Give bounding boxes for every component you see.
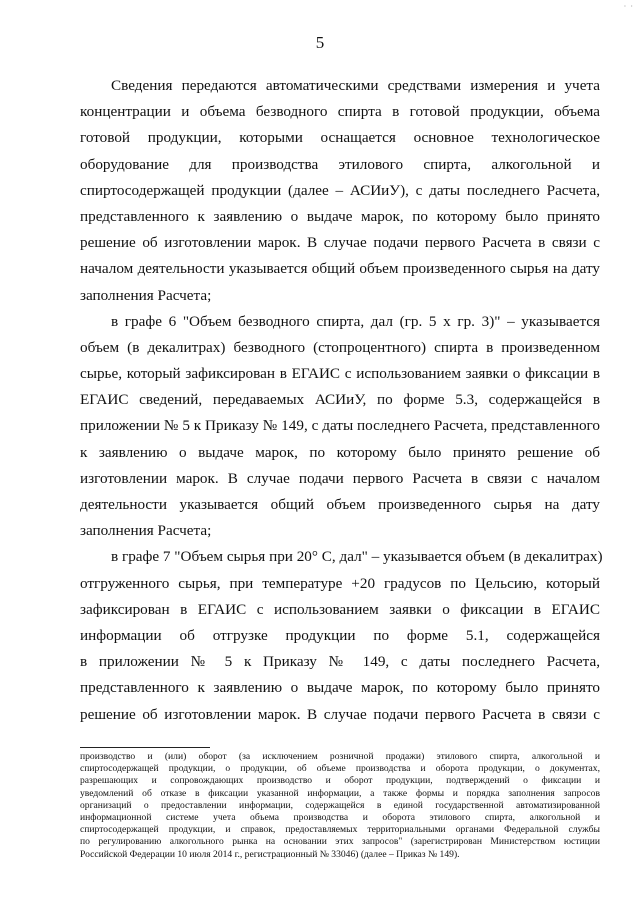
- text-line: заполнения Расчета;: [80, 286, 212, 304]
- footnote-line: по регулированию алкогольного рынка на основании этих запросов" (зарегистрирован Министерством юстиции: [80, 836, 600, 848]
- footnote-separator: [80, 747, 210, 748]
- text-line: решение об изготовлении марок. В случае подачи первого Расчета в связи с: [80, 234, 600, 252]
- paragraph-column-7: [80, 544, 603, 727]
- paragraph-column-6: [80, 309, 600, 545]
- text-line: представленного к заявлению о выдаче марок, по которому было принято: [80, 207, 600, 225]
- text-line: зафиксирован в ЕГАИС с использованием заявки о фиксации в ЕГАИС: [80, 600, 600, 618]
- text-line: спиртосодержащей продукции (далее – АСИиУ), с даты последнего Расчета,: [80, 181, 600, 199]
- text-line: объем (в декалитрах) безводного (стопроцентного) спирта в произведенном: [80, 338, 600, 356]
- text-line: в графе 6 "Объем безводного спирта, дал (гр. 5 х гр. 3)" – указывается: [111, 312, 600, 330]
- footnote-line: информационной системе учета объема производства и оборота этилового спирта, алкогольной и: [80, 811, 600, 823]
- footnote-line: разрешающих и сопровождающих производство и оборот продукции, подтверждений о фиксации и: [80, 775, 600, 787]
- text-line: деятельности указывается общий объем произведенного сырья на дату: [80, 496, 600, 513]
- footnote-line: спиртосодержащей продукции, и справок, предоставляемых территориальными органами Федеральной службы: [80, 824, 600, 836]
- text-line: решение об изготовлении марок. В случае подачи первого Расчета в связи с: [80, 705, 600, 723]
- text-line: приложении № 5 к Приказу № 149, с даты последнего Расчета, представленного: [80, 417, 600, 435]
- text-line: в графе 7 "Объем сырья при 20° С, дал" – указывается объем (в декалитрах): [111, 548, 603, 566]
- text-line: ЕГАИС сведений, передаваемых АСИиУ, по форме 5.3, содержащейся в: [80, 391, 600, 409]
- page-top-mark: · ·: [623, 2, 634, 11]
- text-line: сырье, который зафиксирован в ЕГАИС с использованием заявки о фиксации в: [80, 365, 600, 383]
- text-line: началом деятельности указывается общий объем произведенного сырья на дату: [80, 260, 600, 278]
- body-text: [80, 73, 603, 728]
- text-line: изготовлении марок. В случае подачи первого Расчета в связи с началом: [80, 469, 600, 487]
- text-line: оборудование для производства этилового спирта, алкогольной и: [80, 155, 600, 173]
- text-line: в приложении № 5 к Приказу № 149, с даты последнего Расчета,: [80, 653, 600, 671]
- text-line: представленного к заявлению о выдаче марок, по которому было принято: [80, 679, 600, 697]
- footnote-line: спиртосодержащей продукции, о продукции, об объеме производства и оборота продукции, о документах,: [80, 763, 600, 775]
- text-line: заполнения Расчета;: [80, 522, 212, 540]
- text-line: информации об отгрузке продукции по форме 5.1, содержащейся: [80, 626, 600, 644]
- text-line: готовой продукции, которыми оснащается основное технологическое: [80, 129, 600, 147]
- footnote-line: Российской Федерации 10 июля 2014 г., регистрационный № 33046) (далее – Приказ № 149).: [80, 848, 460, 860]
- text-line: к заявлению о выдаче марок, по которому было принято решение об: [80, 443, 600, 461]
- text-line: концентрации и объема безводного спирта в готовой продукции, объема: [80, 103, 600, 121]
- footnote-line: уведомлений об отказе в фиксации указанной информации, а также формы и порядка заполнения запросов: [80, 787, 600, 799]
- paragraph-asiiu: [80, 73, 600, 309]
- footnote-line: производство и (или) оборот (за исключением розничной продажи) этилового спирта, алкогольной и: [80, 751, 600, 762]
- text-line: Сведения передаются автоматическими средствами измерения и учета: [111, 77, 600, 94]
- page-number: 5: [315, 33, 325, 52]
- footnote: [80, 751, 600, 861]
- text-line: отгруженного сырья, при температуре +20 градусов по Цельсию, который: [80, 574, 600, 592]
- footnote-line: организаций о предоставлении информации, содержащейся в единой государственной автоматизированной: [80, 799, 600, 811]
